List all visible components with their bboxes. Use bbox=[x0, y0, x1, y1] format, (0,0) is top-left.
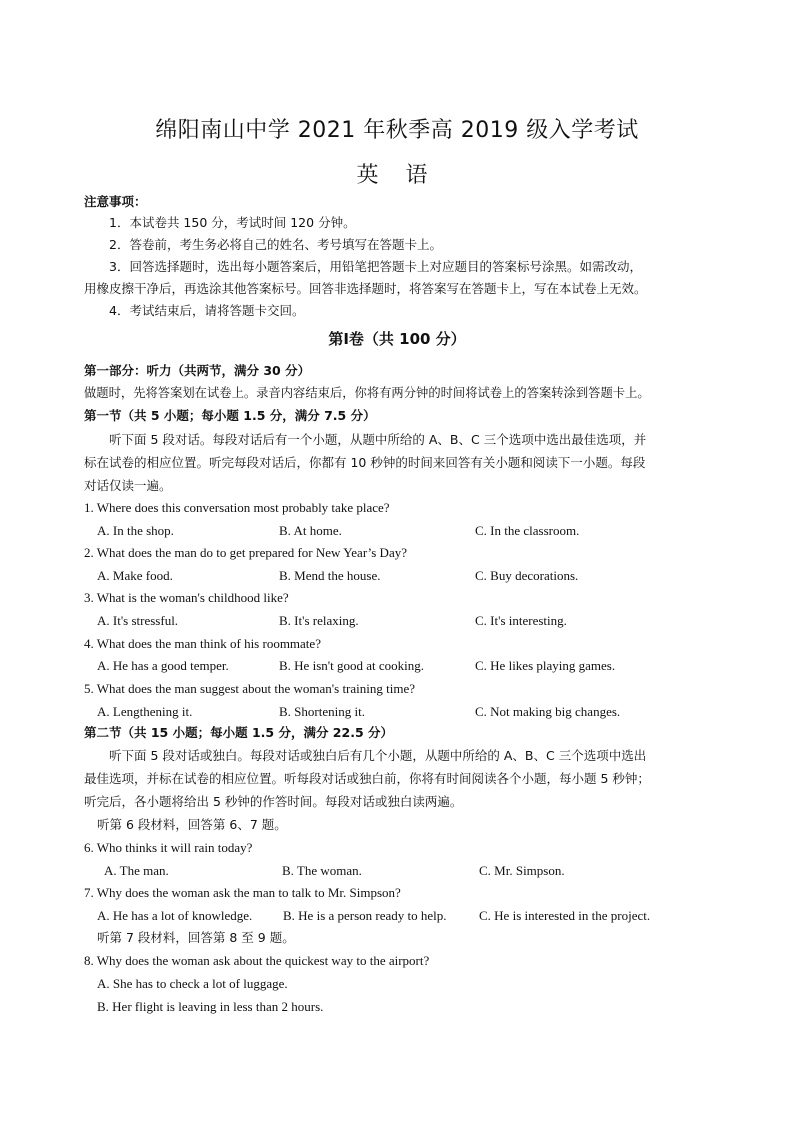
notes-heading: 注意事项： bbox=[84, 194, 147, 209]
material-note: 听第 7 段材料，回答第 8 至 9 题。 bbox=[97, 930, 295, 945]
exam-title: 绵阳南山中学 2021 年秋季高 2019 级入学考试 bbox=[155, 118, 639, 143]
option-c: C. Buy decorations. bbox=[475, 568, 579, 583]
option-b: B. The woman. bbox=[282, 863, 362, 878]
option-c: C. In the classroom. bbox=[475, 523, 580, 538]
question-stem: 5. What does the man suggest about the woman's training time? bbox=[84, 681, 416, 696]
section1-instruction: 听下面 5 段对话。每段对话后有一个小题，从题中所给的 A、B、C 三个选项中选出最佳选项，并 bbox=[109, 432, 647, 447]
option-b: B. Mend the house. bbox=[279, 568, 381, 583]
section2-instruction: 最佳选项，并标在试卷的相应位置。听每段对话或独白前，你将有时间阅读各个小题，每小题 5 秒钟； bbox=[84, 771, 650, 786]
section2-heading: 第二节（共 15 小题；每小题 1.5 分，满分 22.5 分） bbox=[84, 725, 393, 740]
option-a: A. He has a good temper. bbox=[97, 658, 229, 673]
option-b: B. He isn't good at cooking. bbox=[279, 658, 424, 673]
note-item: 2．答卷前，考生务必将自己的姓名、考号填写在答题卡上。 bbox=[109, 237, 442, 252]
option-b: B. He is a person ready to help. bbox=[283, 908, 447, 923]
option-c: C. Not making big changes. bbox=[475, 704, 621, 719]
option-b: B. Her flight is leaving in less than 2 hours. bbox=[97, 999, 324, 1014]
option-b: B. At home. bbox=[279, 523, 342, 538]
section2-instruction: 听下面 5 段对话或独白。每段对话或独白后有几个小题，从题中所给的 A、B、C 三个选项中选出 bbox=[109, 748, 647, 763]
question-stem: 3. What is the woman's childhood like? bbox=[84, 590, 289, 605]
option-b: B. It's relaxing. bbox=[279, 613, 359, 628]
option-c: C. He likes playing games. bbox=[475, 658, 616, 673]
question-stem: 7. Why does the woman ask the man to talk to Mr. Simpson? bbox=[84, 885, 401, 900]
question-stem: 4. What does the man think of his roommate? bbox=[84, 636, 321, 651]
option-a: A. In the shop. bbox=[97, 523, 174, 538]
question-stem: 8. Why does the woman ask about the quickest way to the airport? bbox=[84, 953, 430, 968]
part1-heading: 第一部分：听力（共两节，满分 30 分） bbox=[84, 363, 311, 378]
option-a: A. The man. bbox=[104, 863, 169, 878]
note-item: 4．考试结束后，请将答题卡交回。 bbox=[109, 303, 305, 318]
option-b: B. Shortening it. bbox=[279, 704, 365, 719]
part1-instruction: 做题时，先将答案划在试卷上。录音内容结束后，你将有两分钟的时间将试卷上的答案转涂到答题卡上。 bbox=[84, 386, 650, 400]
option-a: A. She has to check a lot of luggage. bbox=[97, 976, 288, 991]
volume-heading: 第Ⅰ卷（共 100 分） bbox=[328, 330, 466, 348]
section1-instruction: 标在试卷的相应位置。听完每段对话后，你都有 10 秒钟的时间来回答有关小题和阅读下一小题。每段 bbox=[84, 455, 646, 470]
note-item: 1．本试卷共 150 分，考试时间 120 分钟。 bbox=[109, 215, 356, 230]
option-c: C. He is interested in the project. bbox=[479, 908, 651, 923]
option-c: C. Mr. Simpson. bbox=[479, 863, 565, 878]
question-stem: 2. What does the man do to get prepared for New Year’s Day? bbox=[84, 545, 407, 560]
option-a: A. Make food. bbox=[97, 568, 173, 583]
note-item: 用橡皮擦干净后，再选涂其他答案标号。回答非选择题时，将答案写在答题卡上，写在本试卷上无效。 bbox=[84, 281, 647, 296]
option-a: A. He has a lot of knowledge. bbox=[97, 908, 253, 923]
option-a: A. It's stressful. bbox=[97, 613, 179, 628]
question-stem: 1. Where does this conversation most probably take place? bbox=[84, 500, 390, 515]
section2-instruction: 听完后，各小题将给出 5 秒钟的作答时间。每段对话或独白读两遍。 bbox=[84, 794, 463, 809]
exam-subject: 英 语 bbox=[356, 163, 438, 188]
option-a: A. Lengthening it. bbox=[97, 704, 193, 719]
section1-heading: 第一节（共 5 小题；每小题 1.5 分，满分 7.5 分） bbox=[84, 408, 376, 423]
material-note: 听第 6 段材料，回答第 6、7 题。 bbox=[97, 817, 287, 832]
section1-instruction: 对话仅读一遍。 bbox=[84, 478, 172, 493]
option-c: C. It's interesting. bbox=[475, 613, 567, 628]
note-item: 3．回答选择题时，选出每小题答案后，用铅笔把答题卡上对应题目的答案标号涂黑。如需改动， bbox=[109, 259, 642, 274]
question-stem: 6. Who thinks it will rain today? bbox=[84, 840, 253, 855]
